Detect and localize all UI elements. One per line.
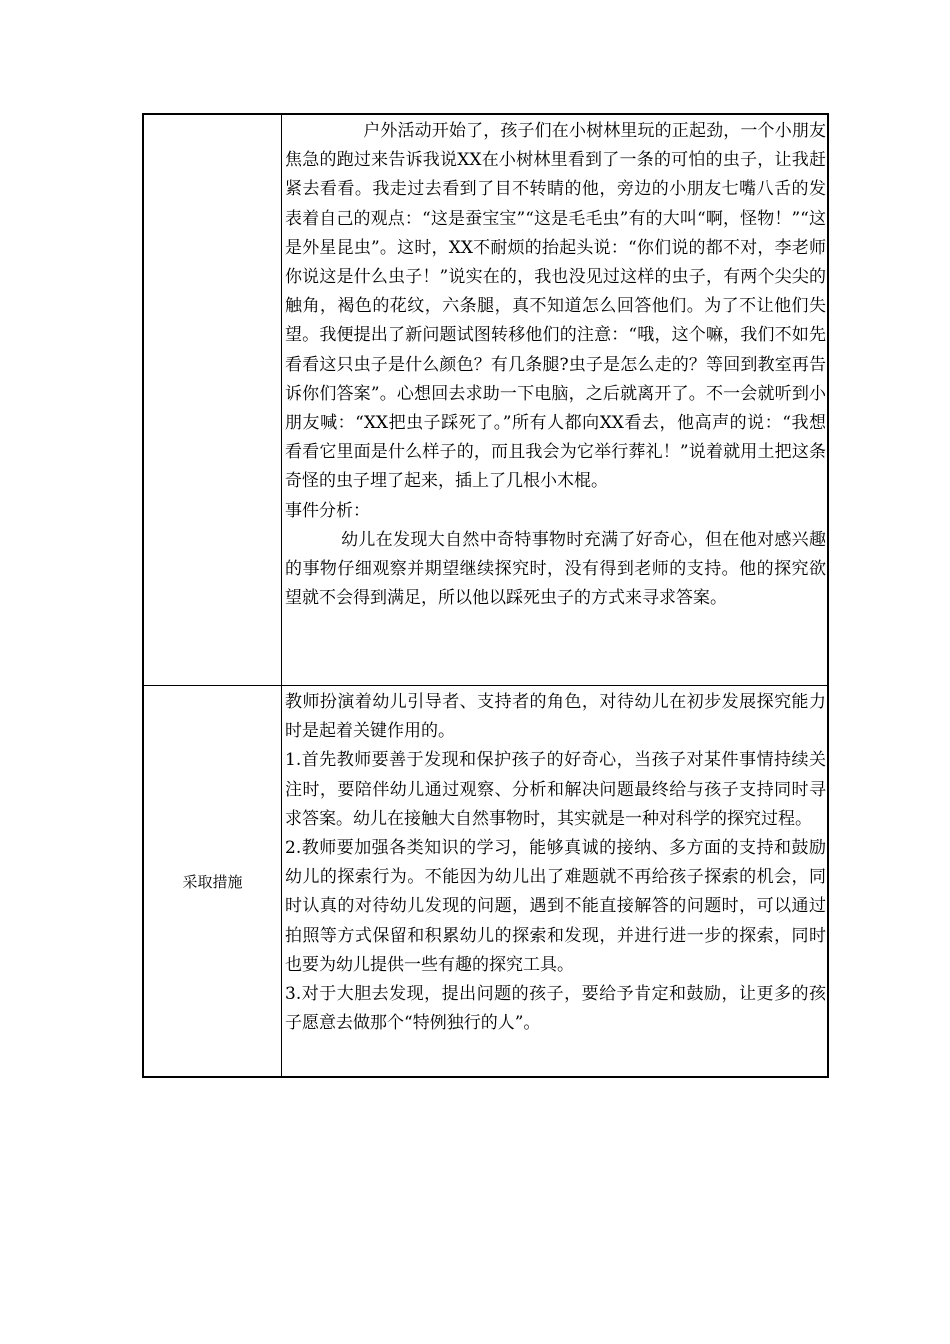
measures-content-cell [282, 686, 829, 1078]
measure-point-1: 1.首先教师要善于发现和保护孩子的好奇心，当孩子对某件事情持续关注时，要陪伴幼儿通过观察、分析和解决问题最终给与孩子支持同时寻求答案。幼儿在接触大自然事物时，其实就是一种对科学的探究过程。 [285, 750, 826, 829]
table-row-event [143, 114, 828, 686]
event-content-cell [282, 114, 829, 686]
analysis-text: 幼儿在发现大自然中奇特事物时充满了好奇心，但在他对感兴趣的事物仔细观察并期望继续探究时，没有得到老师的支持。他的探究欲望就不会得到满足，所以他以踩死虫子的方式来寻求答案。 [285, 529, 826, 609]
table-row-measures [143, 686, 828, 1078]
observation-record-table [142, 113, 829, 1078]
measures-label-cell [143, 686, 282, 1078]
measures-intro: 教师扮演着幼儿引导者、支持者的角色，对待幼儿在初步发展探究能力时是起着关键作用的。 [285, 692, 826, 742]
event-label-cell [143, 114, 282, 686]
event-narrative: 户外活动开始了，孩子们在小树林里玩的正起劲，一个小朋友焦急的跑过来告诉我说XX在小树林里看到了一条的可怕的虫子，让我赶紧去看看。我走过去看到了目不转睛的他，旁边的小朋友七嘴八舌的发表着自己的观点：“这是蚕宝宝”“这是毛毛虫”有的大叫“啊，怪物！”“这是外星昆虫”。这时，XX不耐烦的抬起头说：“你们说的都不对，李老师你说这是什么虫子！”说实在的，我也没见过这样的虫子，有两个尖尖的触角，褐色的花纹，六条腿，真不知道怎么回答他们。为了不让他们失望。我便提出了新问题试图转移他们的注意：“哦，这个嘛，我们不如先看看这只虫子是什么颜色？有几条腿?虫子是怎么走的？等回到教室再告诉你们答案”。心想回去求助一下电脑，之后就离开了。不一会就听到小朋友喊：“XX把虫子踩死了。”所有人都向XX看去，他高声的说：“我想看看它里面是什么样子的，而且我会为它举行葬礼！”说着就用土把这条奇怪的虫子埋了起来，插上了几根小木棍。 [285, 121, 826, 492]
measure-point-2: 2.教师要加强各类知识的学习，能够真诚的接纳、多方面的支持和鼓励幼儿的探索行为。不能因为幼儿出了难题就不再给孩子探索的机会，同时认真的对待幼儿发现的问题，遇到不能直接解答的问题时，可以通过拍照等方式保留和积累幼儿的探索和发现，并进行进一步的探索，同时也要为幼儿提供一些有趣的探究工具。 [285, 838, 826, 975]
measure-point-3: 3.对于大胆去发现，提出问题的孩子，要给予肯定和鼓励，让更多的孩子愿意去做那个“特例独行的人”。 [285, 984, 826, 1034]
analysis-heading: 事件分析： [285, 500, 370, 521]
measures-label: 采取措施 [182, 872, 243, 891]
